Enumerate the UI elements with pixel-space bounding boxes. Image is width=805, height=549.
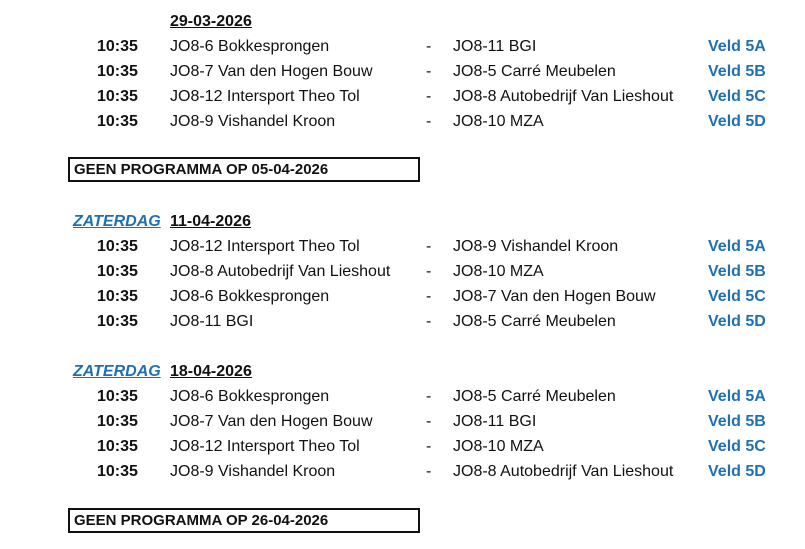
home-team: JO8-9 Vishandel Kroon [170,113,336,130]
match-row [0,409,805,434]
match-time: 10:35 [97,88,138,105]
match-field: Veld 5C [708,88,766,105]
match-separator: - [426,38,432,55]
match-separator: - [426,63,432,80]
match-row [0,384,805,409]
match-row [0,234,805,259]
match-row [0,259,805,284]
match-separator: - [426,438,432,455]
away-team: JO8-11 BGI [453,413,537,430]
match-field: Veld 5A [708,388,766,405]
match-time: 10:35 [97,263,138,280]
round-day: ZATERDAG [73,213,161,230]
match-separator: - [426,388,432,405]
away-team: JO8-5 Carré Meubelen [453,388,616,405]
round-date: 11-04-2026 [170,213,251,230]
match-field: Veld 5D [708,113,766,130]
round-day: ZATERDAG [73,363,161,380]
match-time: 10:35 [97,113,138,130]
home-team: JO8-6 Bokkesprongen [170,388,330,405]
match-time: 10:35 [97,38,138,55]
match-separator: - [426,413,432,430]
match-time: 10:35 [97,313,138,330]
round-header [0,9,805,34]
away-team: JO8-10 MZA [453,263,544,280]
match-separator: - [426,463,432,480]
match-row [0,109,805,134]
home-team: JO8-7 Van den Hogen Bouw [170,63,373,80]
away-team: JO8-8 Autobedrijf Van Lieshout [453,463,674,480]
match-separator: - [426,313,432,330]
home-team: JO8-9 Vishandel Kroon [170,463,336,480]
away-team: JO8-9 Vishandel Kroon [453,238,619,255]
away-team: JO8-10 MZA [453,438,544,455]
home-team: JO8-11 BGI [170,313,254,330]
away-team: JO8-5 Carré Meubelen [453,63,616,80]
match-field: Veld 5B [708,413,766,430]
away-team: JO8-7 Van den Hogen Bouw [453,288,656,305]
home-team: JO8-6 Bokkesprongen [170,38,330,55]
match-row [0,34,805,59]
home-team: JO8-12 Intersport Theo Tol [170,88,360,105]
match-separator: - [426,288,432,305]
match-row [0,459,805,484]
match-row [0,434,805,459]
match-time: 10:35 [97,238,138,255]
match-row [0,309,805,334]
round-date: 29-03-2026 [170,13,252,30]
no-program-notice: GEEN PROGRAMMA OP 05-04-2026 [68,157,420,182]
match-field: Veld 5A [708,38,766,55]
match-field: Veld 5A [708,238,766,255]
round-header [0,209,805,234]
round-date: 18-04-2026 [170,363,252,380]
match-separator: - [426,238,432,255]
match-row [0,84,805,109]
match-field: Veld 5B [708,63,766,80]
home-team: JO8-12 Intersport Theo Tol [170,238,360,255]
match-time: 10:35 [97,63,138,80]
match-time: 10:35 [97,388,138,405]
match-field: Veld 5C [708,288,766,305]
match-separator: - [426,88,432,105]
match-field: Veld 5C [708,438,766,455]
match-time: 10:35 [97,438,138,455]
no-program-notice: GEEN PROGRAMMA OP 26-04-2026 [68,508,420,533]
away-team: JO8-8 Autobedrijf Van Lieshout [453,88,674,105]
home-team: JO8-12 Intersport Theo Tol [170,438,360,455]
match-row [0,59,805,84]
match-time: 10:35 [97,463,138,480]
home-team: JO8-6 Bokkesprongen [170,288,330,305]
match-separator: - [426,263,432,280]
match-field: Veld 5B [708,263,766,280]
match-row [0,284,805,309]
match-time: 10:35 [97,413,138,430]
home-team: JO8-7 Van den Hogen Bouw [170,413,373,430]
match-field: Veld 5D [708,463,766,480]
away-team: JO8-5 Carré Meubelen [453,313,616,330]
away-team: JO8-11 BGI [453,38,537,55]
away-team: JO8-10 MZA [453,113,544,130]
match-field: Veld 5D [708,313,766,330]
match-separator: - [426,113,432,130]
round-header [0,359,805,384]
home-team: JO8-8 Autobedrijf Van Lieshout [170,263,391,280]
match-time: 10:35 [97,288,138,305]
